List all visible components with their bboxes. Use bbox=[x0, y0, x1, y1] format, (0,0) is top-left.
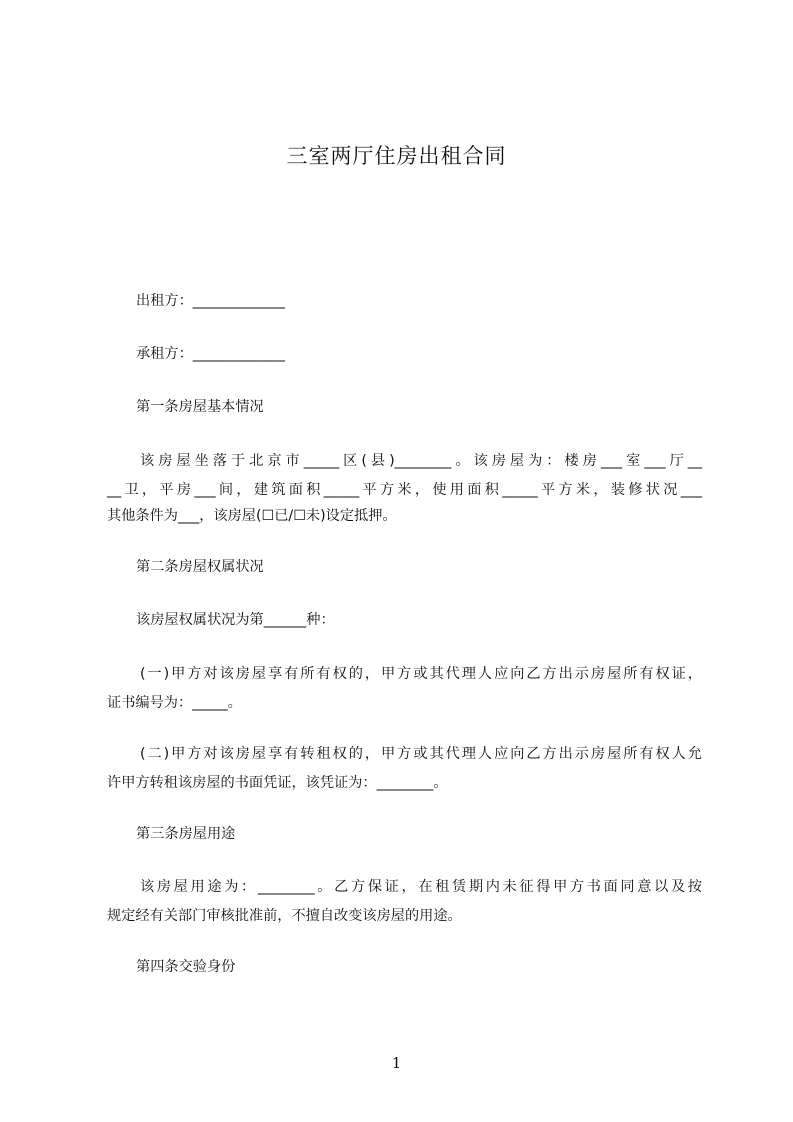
article-2-paragraph-2-line-2: 证书编号为：_____。 bbox=[107, 695, 242, 711]
document-title: 三室两厅住房出租合同 bbox=[286, 144, 507, 168]
article-2-heading: 第二条房屋权属状况 bbox=[136, 559, 264, 575]
article-3-paragraph-line-1: 该房屋用途为：________。乙方保证，在租赁期内未征得甲方书面同意以及按 bbox=[140, 879, 702, 895]
article-2-paragraph-1: 该房屋权属状况为第______种： bbox=[136, 612, 335, 628]
lessor-line: 出租方：_____________ bbox=[136, 293, 285, 309]
article-3-heading: 第三条房屋用途 bbox=[136, 826, 236, 842]
page-number: 1 bbox=[391, 1054, 402, 1072]
article-1-paragraph-line-2: __卫，平房___间，建筑面积_____平方米，使用面积_____平方米，装修状况___ bbox=[107, 482, 702, 498]
article-1-paragraph-line-3: 其他条件为___，该房屋(☐已/☐未)设定抵押。 bbox=[107, 508, 397, 524]
article-2-paragraph-3-line-1: (二)甲方对该房屋享有转租权的，甲方或其代理人应向乙方出示房屋所有权人允 bbox=[140, 746, 702, 762]
article-2-paragraph-3-line-2: 许甲方转租该房屋的书面凭证，该凭证为：________。 bbox=[107, 775, 448, 791]
article-2-paragraph-2-line-1: (一)甲方对该房屋享有所有权的，甲方或其代理人应向乙方出示房屋所有权证， bbox=[140, 666, 702, 682]
lessee-line: 承租方：_____________ bbox=[136, 346, 285, 362]
article-1-paragraph-line-1: 该房屋坐落于北京市_____区(县)________。该房屋为：楼房___室___厅__ bbox=[140, 453, 702, 469]
article-4-heading: 第四条交验身份 bbox=[136, 959, 236, 975]
article-1-heading: 第一条房屋基本情况 bbox=[136, 399, 264, 415]
article-3-paragraph-line-2: 规定经有关部门审核批准前，不擅自改变该房屋的用途。 bbox=[107, 908, 462, 924]
